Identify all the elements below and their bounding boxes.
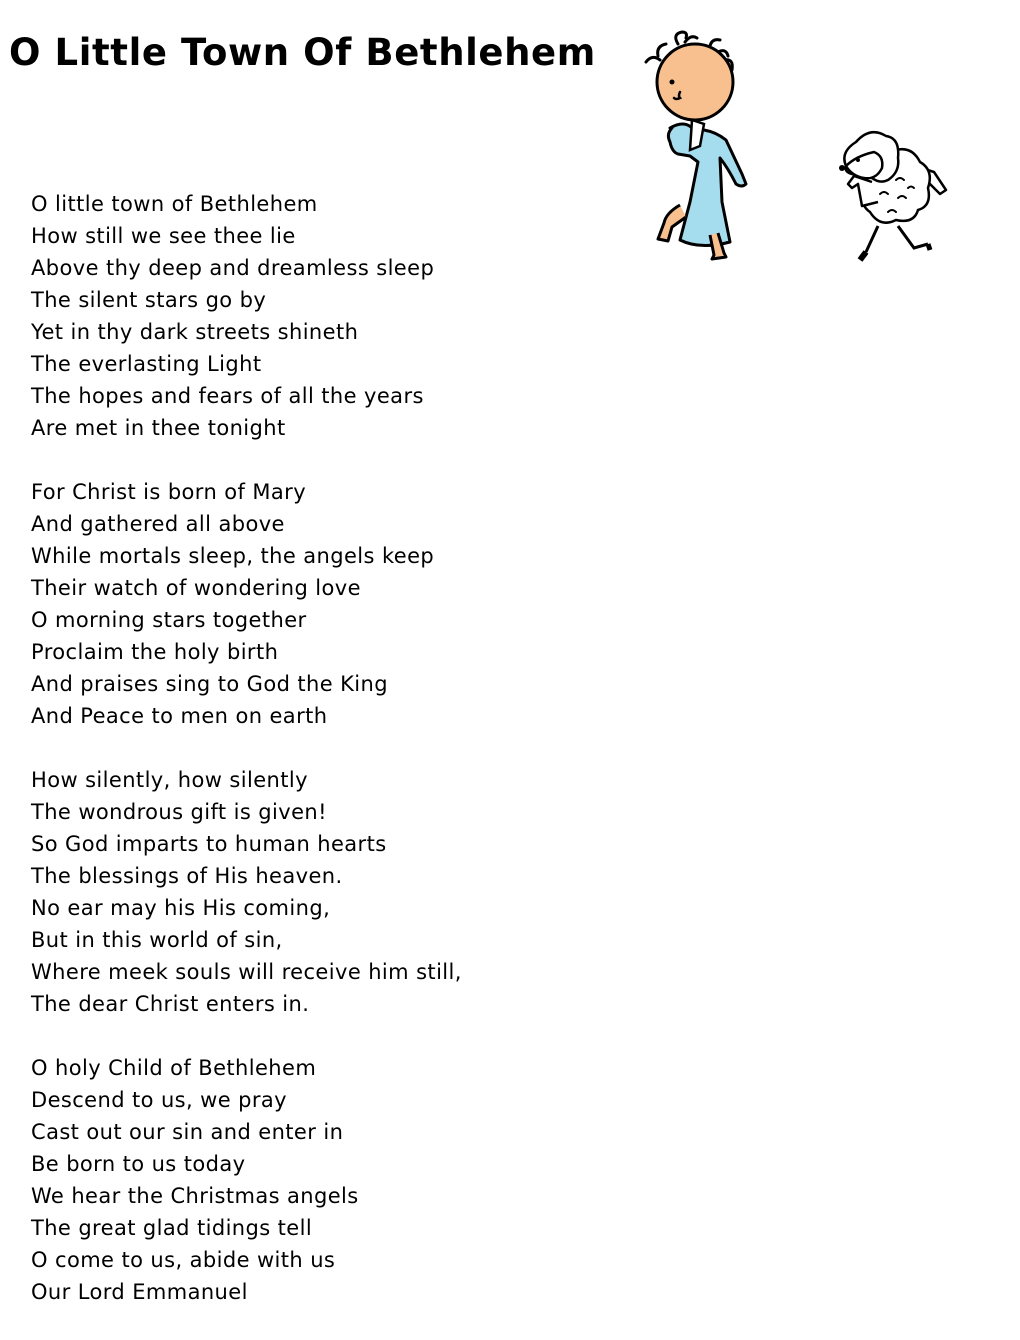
walking-child-icon [640,30,770,265]
lyric-line: And Peace to men on earth [31,704,328,728]
verse-4 [31,1052,591,1308]
page-title: O Little Town Of Bethlehem [9,31,596,74]
lyric-line: The silent stars go by [31,288,267,312]
lyric-line: The blessings of His heaven. [31,864,343,888]
lyric-line: The hopes and fears of all the years [31,384,424,408]
lyric-line: O holy Child of Bethlehem [31,1056,317,1080]
lyric-line: O come to us, abide with us [31,1248,336,1272]
lyric-line: Descend to us, we pray [31,1088,288,1112]
verse-3 [31,764,591,1020]
lyric-line: Are met in thee tonight [31,416,286,440]
lyric-line: And gathered all above [31,512,285,536]
lyric-line: The great glad tidings tell [31,1216,313,1240]
lyric-line: For Christ is born of Mary [31,480,307,504]
lyric-line: But in this world of sin, [31,928,283,952]
lyrics [31,188,591,1340]
sheep-icon [832,122,952,267]
lyric-line: Our Lord Emmanuel [31,1280,248,1304]
lyric-line: The dear Christ enters in. [31,992,310,1016]
lyric-line: O morning stars together [31,608,307,632]
lyric-line: While mortals sleep, the angels keep [31,544,435,568]
lyric-line: Above thy deep and dreamless sleep [31,256,435,280]
lyric-line: Be born to us today [31,1152,246,1176]
lyric-line: Yet in thy dark streets shineth [31,320,359,344]
verse-1 [31,188,591,444]
lyric-line: Where meek souls will receive him still, [31,960,462,984]
lyric-line: The wondrous gift is given! [31,800,327,824]
lyric-line: We hear the Christmas angels [31,1184,359,1208]
lyric-line: So God imparts to human hearts [31,832,387,856]
lyric-line: Proclaim the holy birth [31,640,279,664]
lyric-line: Cast out our sin and enter in [31,1120,344,1144]
verse-2 [31,476,591,732]
lyric-line: O little town of Bethlehem [31,192,318,216]
lyric-line: The everlasting Light [31,352,262,376]
lyric-line: How still we see thee lie [31,224,296,248]
lyric-line: How silently, how silently [31,768,308,792]
lyric-line: And praises sing to God the King [31,672,388,696]
lyric-line: Their watch of wondering love [31,576,361,600]
lyric-line: No ear may his His coming, [31,896,331,920]
